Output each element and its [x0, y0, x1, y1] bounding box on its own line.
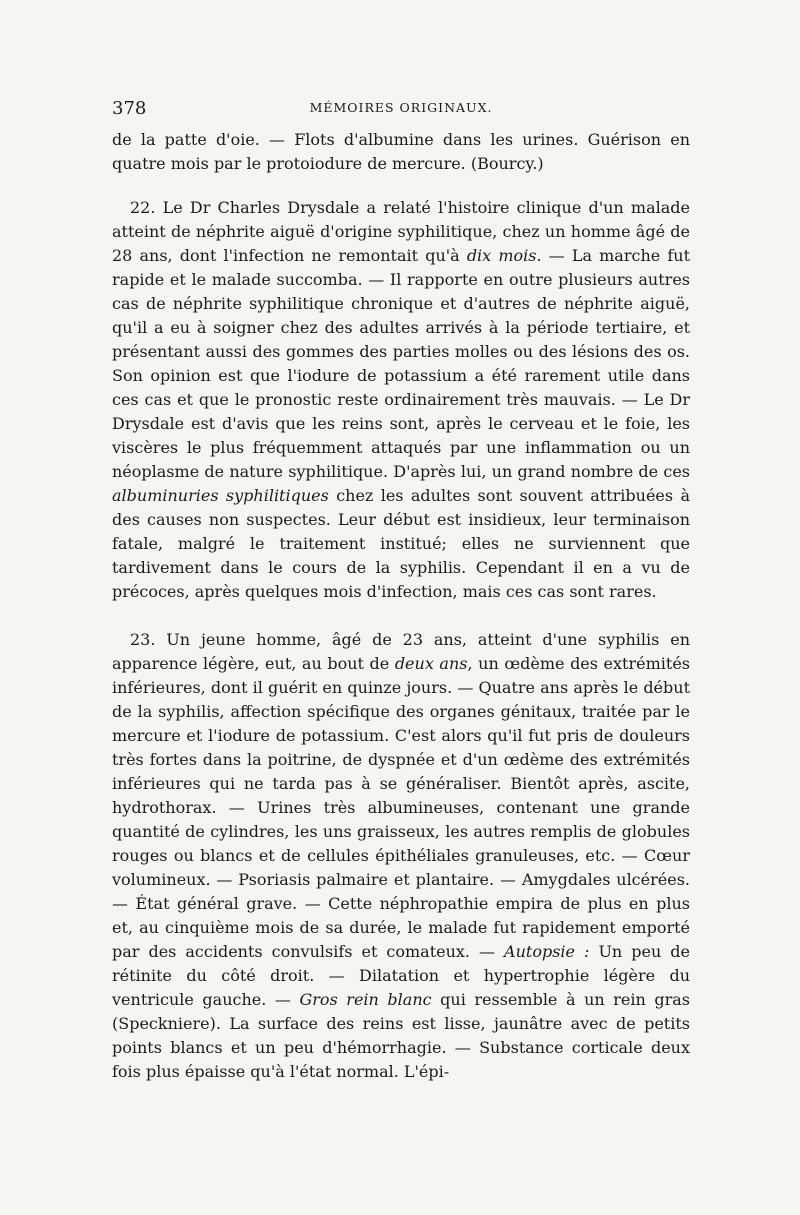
- page-header: [112, 98, 690, 124]
- text-run: Un peu de rétinite du côté droit. — Dilatation et hypertrophie légère du ventricule gauche. —: [112, 942, 690, 1009]
- text-run: qui ressemble à un rein gras (Speckniere). La surface des reins est lisse, jaunâtre avec de petits points blancs et un peu d'hémorrhagie. — Substance corticale deux fois plus épaisse qu'à l'état normal. L'épi-: [112, 990, 690, 1081]
- paragraph-case-22: [112, 196, 690, 604]
- italic-text: deux ans: [394, 654, 468, 673]
- italic-text: Gros rein blanc: [299, 990, 432, 1009]
- book-page: [112, 98, 690, 1084]
- text-run: 22. Le Dr Charles Drysdale a relaté l'histoire clinique d'un malade atteint de néphrite aiguë d'origine syphilitique, chez un homme âgé de 28 ans, dont l'infection ne remontait qu'à: [112, 198, 690, 265]
- running-title: MÉMOIRES ORIGINAUX.: [309, 100, 493, 115]
- italic-text: dix mois: [466, 246, 537, 265]
- paragraph-continuation: de la patte d'oie. — Flots d'albumine dans les urines. Guérison en quatre mois par le protoiodure de mercure. (Bourcy.): [112, 130, 690, 173]
- paragraph-case-23: [112, 628, 690, 1084]
- italic-text: Autopsie :: [504, 942, 590, 961]
- body-text: [112, 128, 690, 1084]
- text-run: chez les adultes sont souvent attribuées à des causes non suspectes. Leur début est insidieux, leur terminaison fatale, malgré le traitement institué; elles ne surviennent que tardivement dans le cours de la syphilis. Cependant il en a vu de précoces, après quelques mois d'infection, mais ces cas sont rares.: [112, 486, 690, 601]
- text-run: , un œdème des extrémités inférieures, dont il guérit en quinze jours. — Quatre ans après le début de la syphilis, affection spécifique des organes génitaux, traitée par le mercure et l'iodure de potassium. C'est alors qu'il fut pris de douleurs très fortes dans la poitrine, de dyspnée et d'un œdème des extrémités inférieures qui ne tarda pas à se généraliser. Bientôt après, ascite, hydrothorax. — Urines très albumineuses, contenant une grande quantité de cylindres, les uns graisseux, les autres remplis de globules rouges ou blancs et de cellules épithéliales granuleuses, etc. — Cœur volumineux. — Psoriasis palmaire et plantaire. — Amygdales ulcérées. — État général grave. — Cette néphropathie empira de plus en plus et, au cinquième mois de sa durée, le malade fut rapidement emporté par des accidents convulsifs et comateux. —: [112, 654, 690, 961]
- text-run: 23. Un jeune homme, âgé de 23 ans, atteint d'une syphilis en apparence légère, eut, au bout de: [112, 630, 690, 673]
- italic-text: albuminuries syphilitiques: [112, 486, 329, 505]
- text-run: . — La marche fut rapide et le malade succomba. — Il rapporte en outre plusieurs autres cas de néphrite syphilitique chronique et d'autres de néphrite aiguë, qu'il a eu à soigner chez des adultes arrivés à la période tertiaire, et présentant aussi des gommes des parties molles ou des lésions des os. Son opinion est que l'iodure de potassium a été rarement utile dans ces cas et que le pronostic reste ordinairement très mauvais. — Le Dr Drysdale est d'avis que les reins sont, après le cerveau et le foie, les viscères le plus fréquemment attaqués par une inflammation ou un néoplasme de nature syphilitique. D'après lui, un grand nombre de ces: [112, 246, 690, 481]
- page-number: 378: [112, 98, 147, 119]
